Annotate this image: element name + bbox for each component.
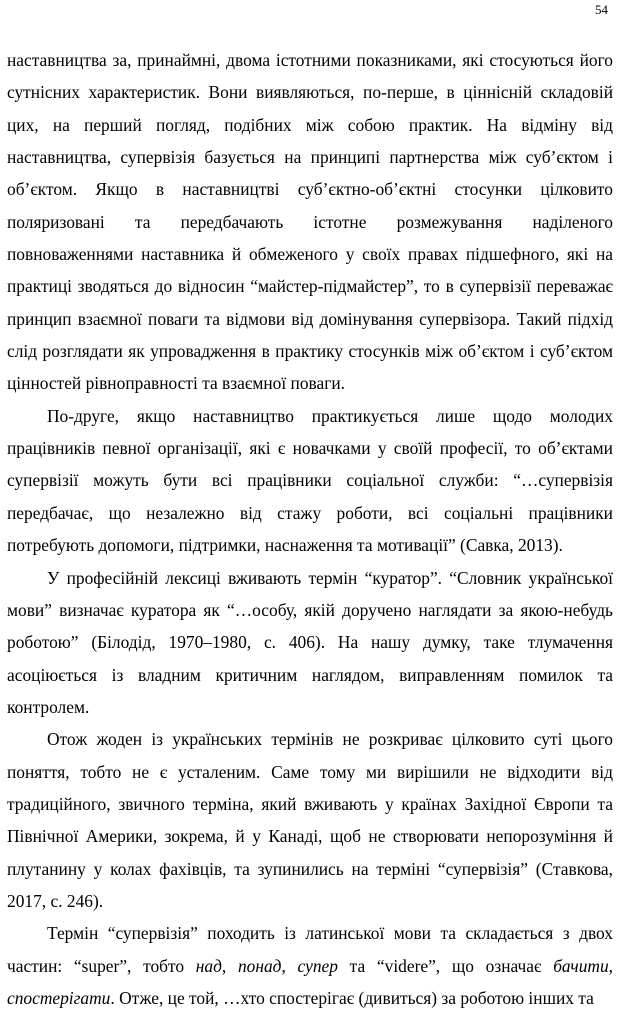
body-text	[7, 44, 613, 1014]
text-run: ,	[281, 955, 298, 976]
text-run: По-друге, якщо наставництво практикується лише щодо молодих працівників певної організації, які є новачками у своїй професії, то об’єктами супервізії можуть бути всі працівники соціальної служби: “…супервізія передбачає, що незалежно від стажу роботи, всі соціальні працівники потребують допомоги, підтримки, наснаження та мотивації” (Савка, 2013).	[7, 405, 613, 556]
italic-term: над	[195, 955, 222, 976]
paragraph	[7, 44, 613, 400]
italic-term: бачити	[553, 955, 609, 976]
paragraph	[7, 562, 613, 724]
italic-term: супер	[297, 955, 338, 976]
page-number: 54	[595, 2, 608, 17]
text-run: наставництва за, принаймні, двома істотними показниками, які стосуються його сутнісних характеристик. Вони виявляються, по-перше, в ціннісній складовій цих, на перший погляд, подібних між собою практик. На відміну від наставництва, супервізія базується на принципі партнерства між суб’єктом і об’єктом. Якщо в наставництві суб’єктно-об’єктні стосунки цілковито поляризовані та передбачають істотне розмежування наділеного повноваженнями наставника й обмеженого у своїх правах підшефного, які на практиці зводяться до відносин “майстер-підмайстер”, то в супервізії переважає принцип взаємної поваги та відмови від домінування супервізора. Такий підхід слід розглядати як упровадження в практику стосунків між об’єктом і суб’єктом цінностей рівноправності та взаємної поваги.	[7, 50, 613, 394]
text-run: . Отже, це той, …хто спостерігає (дивиться) за роботою інших та	[110, 987, 594, 1008]
italic-term: понад	[237, 955, 282, 976]
paragraph	[7, 917, 613, 1014]
text-run: Термін “супервізія” походить із латинської мови та складається з двох частин: “super”, тобто	[7, 923, 613, 976]
italic-term: спостерігати	[7, 987, 111, 1008]
text-run: ,	[608, 955, 614, 976]
text-run: У професійній лексиці вживають термін “куратор”. “Словник української мови” визначає куратора як “…особу, якій доручено наглядати за якою-небудь роботою” (Білодід, 1970–1980, с. 406). На нашу думку, таке тлумачення асоціюється із владним критичним наглядом, виправленням помилок та контролем.	[7, 567, 613, 717]
text-run: та “videre”, що означає	[337, 955, 554, 976]
text-run: Отож жоден із українських термінів не розкриває цілковито суті цього поняття, тобто не є усталеним. Саме тому ми вирішили не відходити від традиційного, звичного терміна, який вживають у країнах Західної Європи та Північної Америки, зокрема, й у Канаді, щоб не створювати непорозуміння й плутанину у колах фахівців, та зупинились на терміні “супервізія” (Ставкова, 2017, с. 246).	[7, 729, 613, 911]
paragraph	[7, 400, 613, 562]
text-run: ,	[221, 955, 238, 976]
paragraph	[7, 723, 613, 917]
